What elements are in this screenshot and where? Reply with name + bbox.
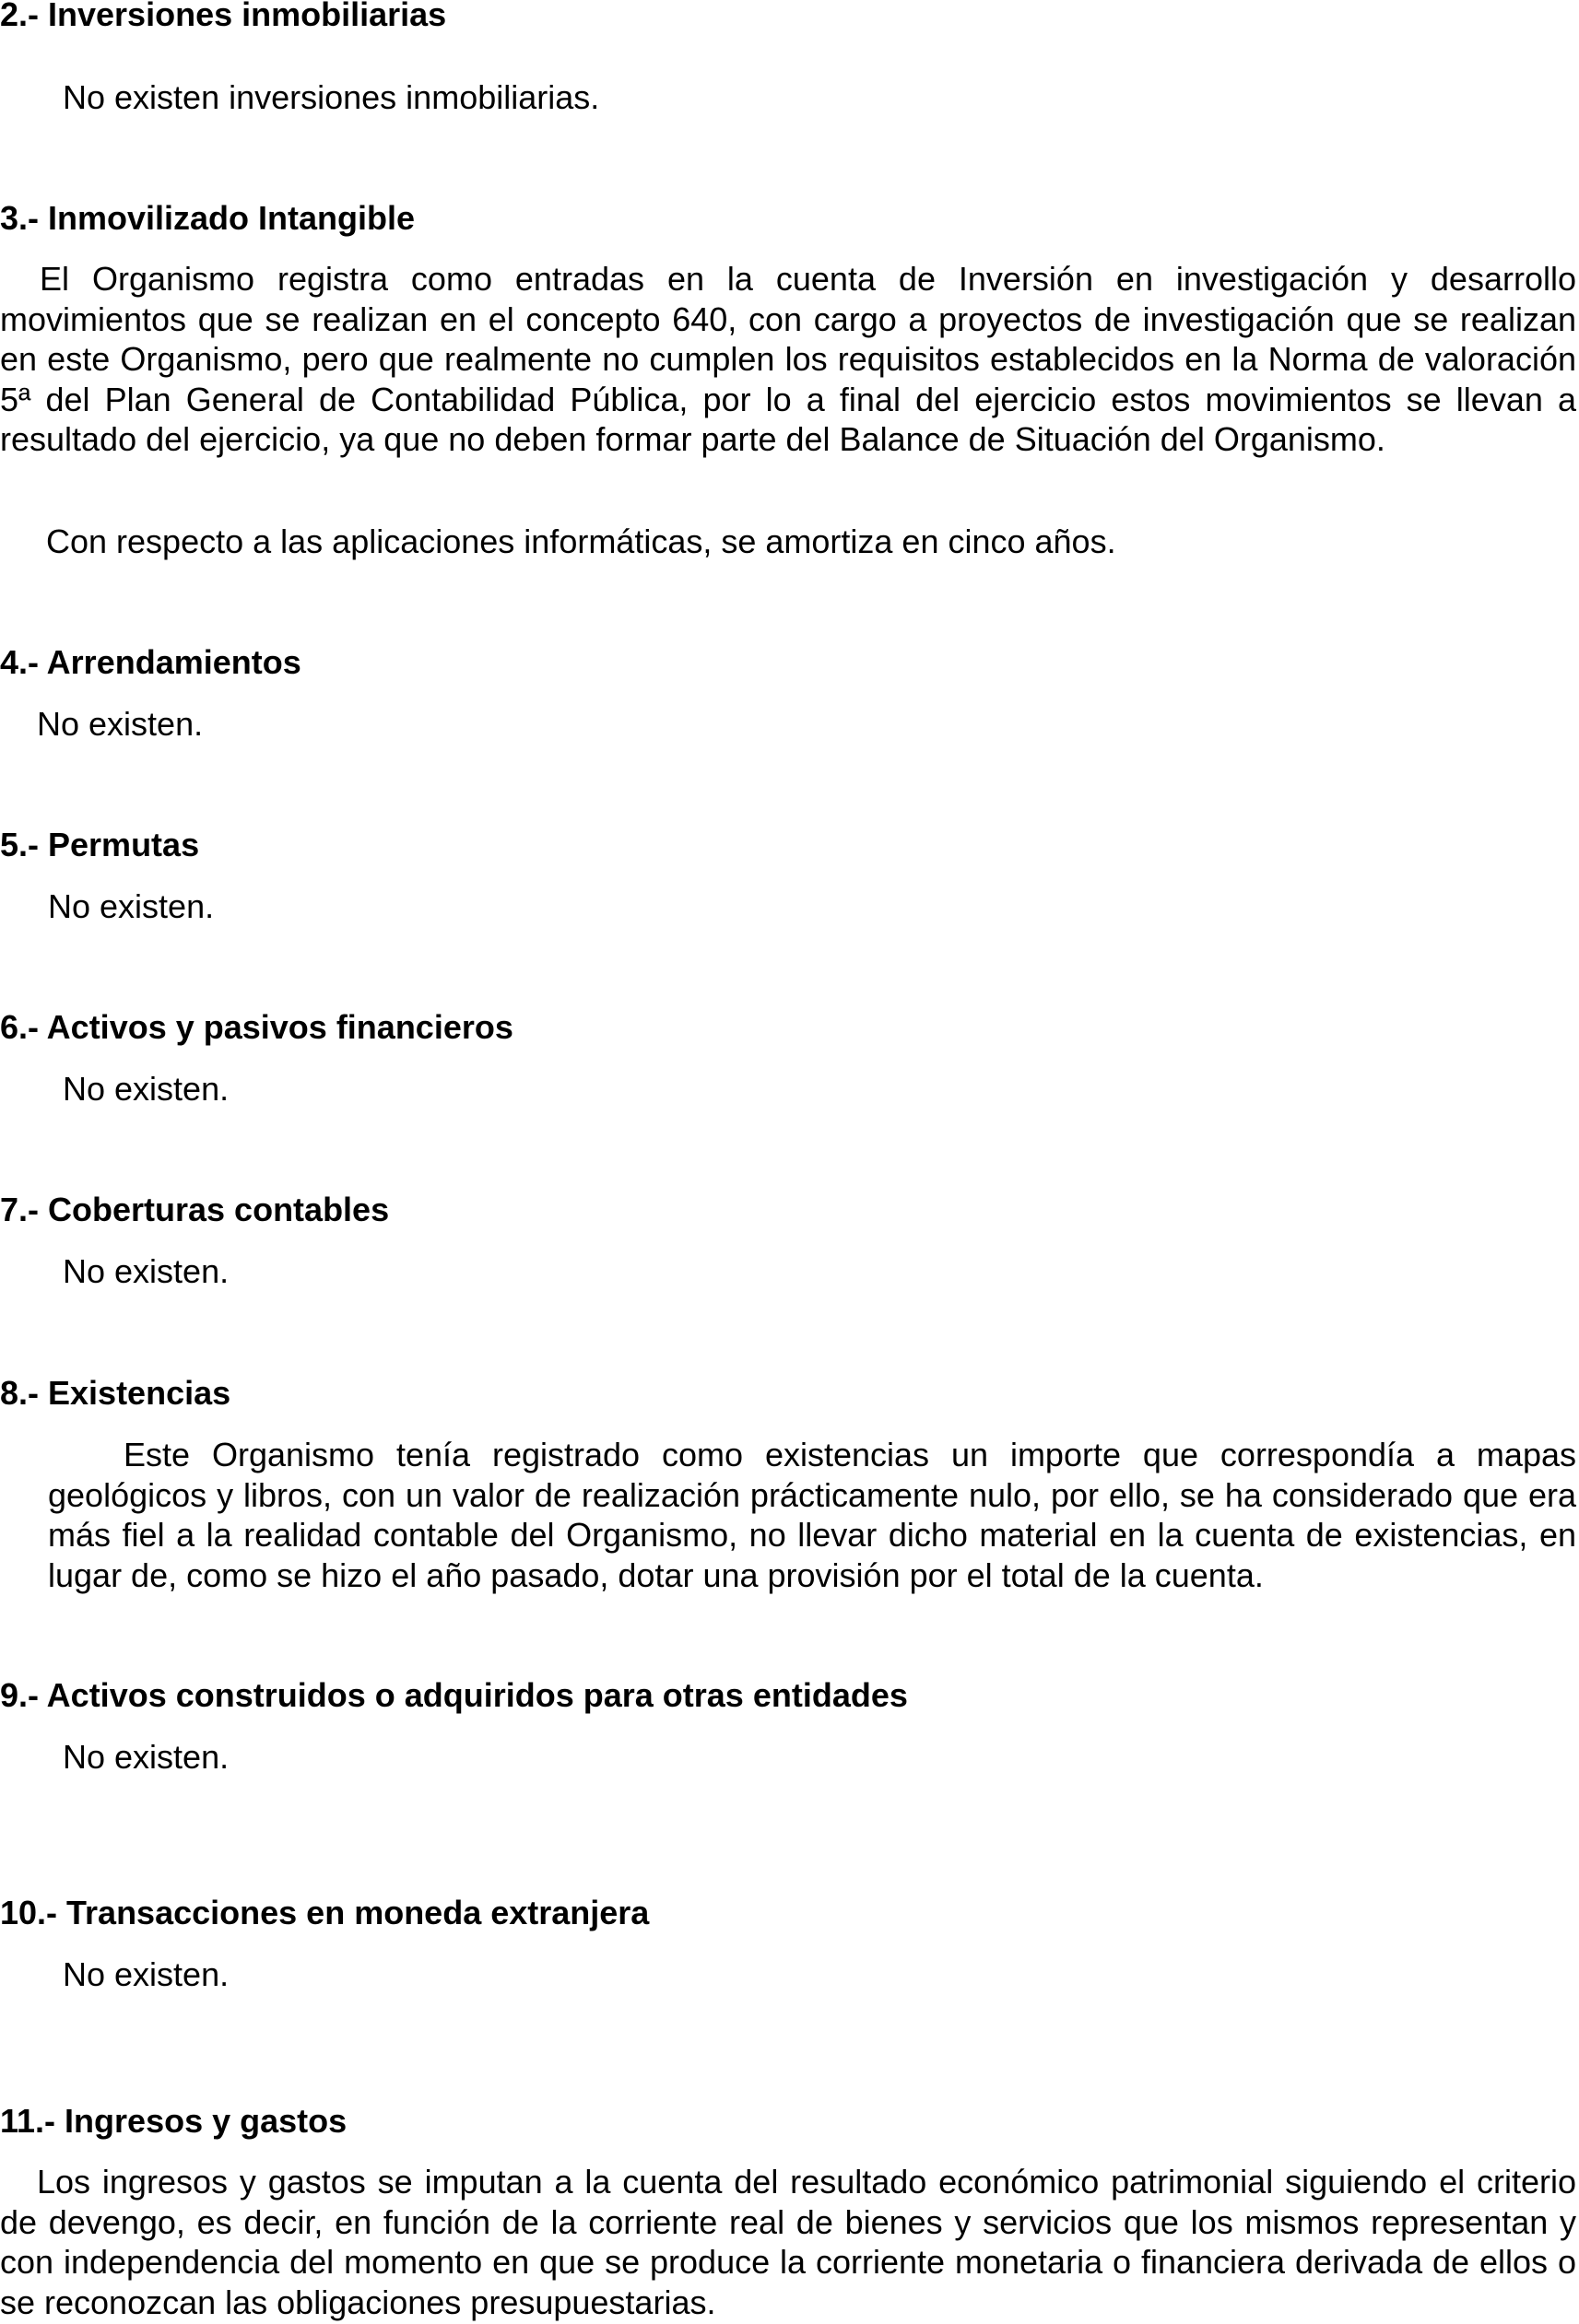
section-heading-existencias: 8.- Existencias xyxy=(0,1374,231,1412)
section-text-inversiones-inmobiliarias: No existen inversiones inmobiliarias. xyxy=(63,78,600,116)
section-text-activos-construidos: No existen. xyxy=(63,1738,230,1776)
section-text-activos-pasivos-financieros: No existen. xyxy=(63,1070,230,1108)
section-heading-inversiones-inmobiliarias: 2.- Inversiones inmobiliarias xyxy=(0,0,447,33)
section-heading-moneda-extranjera: 10.- Transacciones en moneda extranjera xyxy=(0,1894,650,1931)
section-heading-activos-pasivos-financieros: 6.- Activos y pasivos financieros xyxy=(0,1008,513,1046)
section-heading-coberturas-contables: 7.- Coberturas contables xyxy=(0,1191,390,1228)
section-text-coberturas-contables: No existen. xyxy=(63,1252,230,1290)
section-text-moneda-extranjera: No existen. xyxy=(63,1955,230,1993)
section-heading-activos-construidos: 9.- Activos construidos o adquiridos para otras entidades xyxy=(0,1676,908,1714)
section-heading-ingresos-gastos: 11.- Ingresos y gastos xyxy=(0,2102,348,2140)
section-paragraph-aplicaciones-informaticas: Con respecto a las aplicaciones informáticas, se amortiza en cinco años. xyxy=(46,522,1116,560)
section-heading-inmovilizado-intangible: 3.- Inmovilizado Intangible xyxy=(0,199,416,237)
section-heading-arrendamientos: 4.- Arrendamientos xyxy=(0,643,301,681)
section-text-arrendamientos: No existen. xyxy=(37,705,204,743)
section-text-permutas: No existen. xyxy=(48,887,215,925)
section-paragraph-inmovilizado-intangible: El Organismo registra como entradas en la cuenta de Inversión en investigación y desarrollo movimientos que se realizan en el concepto 640, con cargo a proyectos de investigación que se realizan en este Organismo, pero que realmente no cumplen los requisitos establecidos en la Norma de valoración 5ª del Plan General de Contabilidad Pública, por lo a final del ejercicio estos movimientos se llevan a resultado del ejercicio, ya que no deben formar parte del Balance de Situación del Organismo. xyxy=(0,260,1576,459)
section-paragraph-ingresos-gastos: Los ingresos y gastos se imputan a la cuenta del resultado económico patrimonial siguiendo el criterio de devengo, es decir, en función de la corriente real de bienes y servicios que los mismos representan y con independencia del momento en que se produce la corriente monetaria o financiera derivada de ellos o se reconozcan las obligaciones presupuestarias. xyxy=(0,2163,1576,2321)
section-heading-permutas: 5.- Permutas xyxy=(0,826,200,863)
section-paragraph-existencias: Este Organismo tenía registrado como existencias un importe que correspondía a mapas geológicos y libros, con un valor de realización prácticamente nulo, por ello, se ha considerado que era más fiel a la realidad contable del Organismo, no llevar dicho material en la cuenta de existencias, en lugar de, como se hizo el año pasado, dotar una provisión por el total de la cuenta. xyxy=(48,1436,1576,1594)
